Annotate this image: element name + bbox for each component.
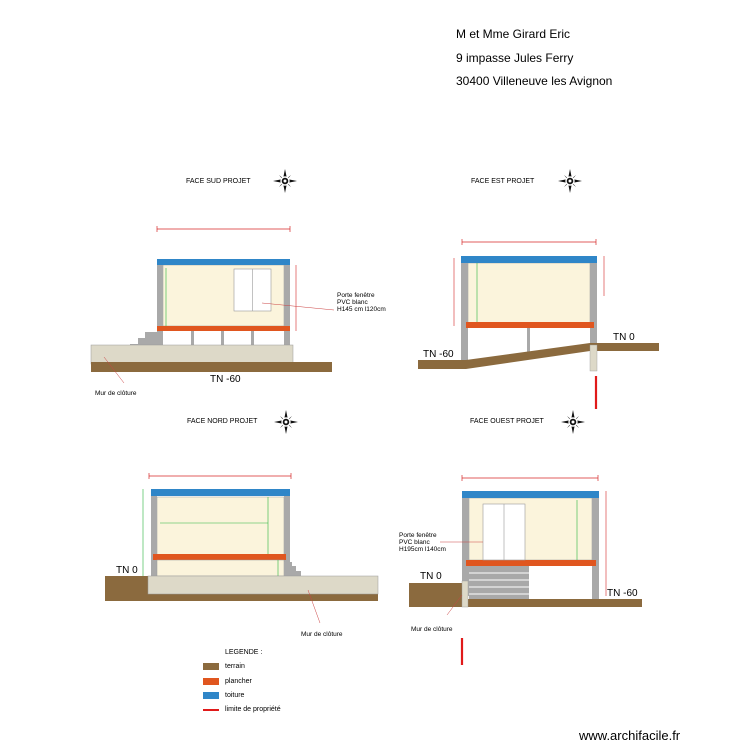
est-tn-right: TN 0: [613, 332, 635, 343]
elevation-nord: [105, 473, 378, 623]
elevation-est: [418, 239, 659, 409]
ouest-tn-left: TN 0: [420, 571, 442, 582]
ouest-door-note: Porte fenêtre PVC blanc H195cm l140cm: [399, 532, 446, 553]
est-tn-left: TN -60: [423, 349, 454, 360]
title-face-est: FACE EST PROJET: [471, 178, 535, 185]
terrain-swatch-icon: [203, 663, 219, 670]
sud-door-note: Porte fenêtre PVC blanc H145 cm l120cm: [337, 292, 386, 313]
elevation-ouest: [409, 475, 642, 665]
title-face-nord: FACE NORD PROJET: [187, 418, 258, 425]
owner-city: 30400 Villeneuve les Avignon: [456, 74, 613, 88]
legend-item-property-limit: limite de propriété: [225, 706, 281, 713]
owner-name: M et Mme Girard Eric: [456, 27, 571, 41]
compass-sud-icon: [273, 169, 297, 193]
nord-tn-label: TN 0: [116, 565, 138, 576]
nord-wall-label: Mur de clôture: [301, 631, 343, 638]
sud-tn-label: TN -60: [210, 374, 241, 385]
title-face-ouest: FACE OUEST PROJET: [470, 418, 544, 425]
legend-item-plancher: plancher: [225, 678, 252, 685]
compass-est-icon: [558, 169, 582, 193]
legend-item-terrain: terrain: [225, 663, 245, 670]
ouest-tn-right: TN -60: [607, 588, 638, 599]
legend-item-toiture: toiture: [225, 692, 245, 699]
elevation-sud: [91, 226, 334, 383]
sud-wall-label: Mur de clôture: [95, 390, 137, 397]
plancher-swatch-icon: [203, 678, 219, 685]
compass-nord-icon: [274, 410, 298, 434]
owner-street: 9 impasse Jules Ferry: [456, 51, 574, 65]
ouest-wall-label: Mur de clôture: [411, 626, 453, 633]
compass-ouest-icon: [561, 410, 585, 434]
title-face-sud: FACE SUD PROJET: [186, 178, 251, 185]
legend-title: LEGENDE :: [225, 649, 263, 656]
toiture-swatch-icon: [203, 692, 219, 699]
watermark: www.archifacile.fr: [579, 728, 681, 743]
